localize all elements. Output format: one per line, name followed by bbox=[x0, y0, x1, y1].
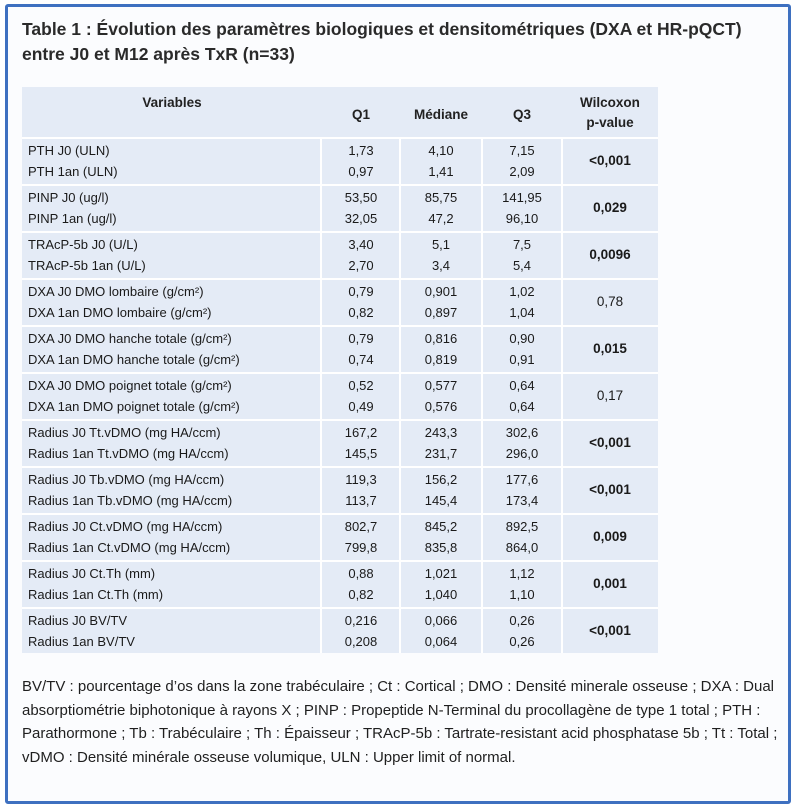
q3-cell: 1,12 bbox=[509, 566, 535, 581]
variable-cell: Radius J0 Tt.vDMO (mg HA/ccm) bbox=[28, 425, 221, 440]
q3-cell: 173,4 bbox=[505, 493, 539, 508]
q1-cell: 0,88 bbox=[348, 566, 374, 581]
q1-cell: 0,49 bbox=[348, 399, 374, 414]
q1-cell: 802,7 bbox=[344, 519, 378, 534]
variable-cell: PTH J0 (ULN) bbox=[28, 143, 110, 158]
pvalue-cell: <0,001 bbox=[589, 623, 631, 638]
column-divider bbox=[399, 137, 401, 653]
q1-cell: 167,2 bbox=[344, 425, 378, 440]
q1-cell: 53,50 bbox=[344, 190, 378, 205]
median-cell: 0,066 bbox=[424, 613, 458, 628]
variable-cell: PINP J0 (ug/l) bbox=[28, 190, 109, 205]
variable-cell: TRAcP-5b 1an (U/L) bbox=[28, 258, 146, 273]
variable-cell: DXA 1an DMO hanche totale (g/cm²) bbox=[28, 352, 240, 367]
q3-cell: 892,5 bbox=[505, 519, 539, 534]
variable-cell: DXA J0 DMO hanche totale (g/cm²) bbox=[28, 331, 232, 346]
median-cell: 156,2 bbox=[424, 472, 458, 487]
q3-cell: 0,91 bbox=[509, 352, 535, 367]
median-cell: 0,577 bbox=[424, 378, 458, 393]
table-header bbox=[22, 87, 658, 137]
variable-cell: DXA J0 DMO lombaire (g/cm²) bbox=[28, 284, 204, 299]
q1-cell: 119,3 bbox=[345, 472, 377, 487]
median-cell: 1,021 bbox=[424, 566, 458, 581]
pvalue-cell: 0,0096 bbox=[589, 247, 631, 262]
q1-cell: 32,05 bbox=[344, 211, 378, 226]
column-divider bbox=[561, 137, 563, 653]
q1-cell: 0,97 bbox=[348, 164, 374, 179]
header-pvalue-line2: p-value bbox=[586, 115, 634, 130]
median-cell: 1,040 bbox=[424, 587, 458, 602]
median-cell: 0,064 bbox=[424, 634, 458, 649]
q3-cell: 864,0 bbox=[505, 540, 539, 555]
q1-cell: 0,52 bbox=[348, 378, 374, 393]
pvalue-cell: <0,001 bbox=[589, 435, 631, 450]
median-cell: 5,1 bbox=[431, 237, 451, 252]
pvalue-cell: 0,78 bbox=[596, 294, 624, 309]
pvalue-cell: <0,001 bbox=[589, 153, 631, 168]
header-median: Médiane bbox=[413, 107, 468, 122]
q1-cell: 0,82 bbox=[348, 587, 374, 602]
header-pvalue-line1: Wilcoxon bbox=[580, 95, 640, 110]
q3-cell: 141,95 bbox=[502, 190, 542, 205]
q3-cell: 1,04 bbox=[509, 305, 535, 320]
q1-cell: 113,7 bbox=[345, 493, 377, 508]
q1-cell: 0,82 bbox=[348, 305, 374, 320]
q3-cell: 302,6 bbox=[505, 425, 539, 440]
pvalue-cell: 0,029 bbox=[593, 200, 627, 215]
q3-cell: 7,15 bbox=[509, 143, 535, 158]
variable-cell: PTH 1an (ULN) bbox=[28, 164, 118, 179]
median-cell: 0,901 bbox=[424, 284, 458, 299]
q3-cell: 96,10 bbox=[505, 211, 539, 226]
q3-cell: 1,02 bbox=[509, 284, 535, 299]
q1-cell: 0,208 bbox=[344, 634, 378, 649]
median-cell: 0,816 bbox=[424, 331, 458, 346]
q3-cell: 0,90 bbox=[509, 331, 535, 346]
data-table bbox=[22, 87, 658, 653]
column-divider bbox=[481, 137, 483, 653]
median-cell: 231,7 bbox=[424, 446, 458, 461]
variable-cell: Radius J0 Ct.Th (mm) bbox=[28, 566, 156, 581]
median-cell: 0,576 bbox=[424, 399, 458, 414]
q3-cell: 177,6 bbox=[505, 472, 539, 487]
pvalue-cell: <0,001 bbox=[589, 482, 631, 497]
median-cell: 4,10 bbox=[428, 143, 454, 158]
q3-cell: 2,09 bbox=[509, 164, 535, 179]
q3-cell: 1,10 bbox=[509, 587, 535, 602]
q3-cell: 7,5 bbox=[512, 237, 532, 252]
median-cell: 835,8 bbox=[424, 540, 458, 555]
median-cell: 145,4 bbox=[424, 493, 458, 508]
header-variables: Variables bbox=[142, 95, 202, 110]
median-cell: 845,2 bbox=[424, 519, 458, 534]
pvalue-cell: 0,015 bbox=[593, 341, 627, 356]
variable-cell: DXA J0 DMO poignet totale (g/cm²) bbox=[28, 378, 232, 393]
variable-cell: Radius 1an Ct.Th (mm) bbox=[28, 587, 164, 602]
q1-cell: 0,216 bbox=[344, 613, 378, 628]
footnote: BV/TV : pourcentage d’os dans la zone trabéculaire ; Ct : Cortical ; DMO : Densité minerale osseuse ; DXA : Dual absorptiométrie biphotonique à rayons X ; PINP : Propeptide N-Terminal du procollagène de type 1 total ; PTH : Parathormone ; Tb : Trabéculaire ; Th : Épaisseur ; TRAcP-5b : Tartrate-resistant acid phosphatase 5b ; Tt : Total ; vDMO : Densité minérale osseuse volumique, ULN : Upper limit of normal. bbox=[22, 678, 778, 766]
q1-cell: 0,79 bbox=[348, 331, 374, 346]
q1-cell: 799,8 bbox=[344, 540, 378, 555]
variable-cell: Radius J0 Tb.vDMO (mg HA/ccm) bbox=[28, 472, 225, 487]
median-cell: 243,3 bbox=[424, 425, 458, 440]
q3-cell: 0,26 bbox=[509, 634, 535, 649]
median-cell: 47,2 bbox=[428, 211, 454, 226]
variable-cell: DXA 1an DMO poignet totale (g/cm²) bbox=[28, 399, 240, 414]
variable-cell: Radius J0 Ct.vDMO (mg HA/ccm) bbox=[28, 519, 223, 534]
column-divider bbox=[320, 137, 322, 653]
q3-cell: 296,0 bbox=[505, 446, 539, 461]
table-frame bbox=[5, 4, 791, 804]
q1-cell: 145,5 bbox=[344, 446, 378, 461]
q1-cell: 3,40 bbox=[348, 237, 374, 252]
q1-cell: 1,73 bbox=[348, 143, 374, 158]
q3-cell: 5,4 bbox=[512, 258, 532, 273]
variable-cell: Radius 1an Ct.vDMO (mg HA/ccm) bbox=[28, 540, 231, 555]
q1-cell: 0,79 bbox=[348, 284, 374, 299]
pvalue-cell: 0,009 bbox=[593, 529, 627, 544]
variable-cell: Radius 1an Tb.vDMO (mg HA/ccm) bbox=[28, 493, 233, 508]
pvalue-cell: 0,17 bbox=[596, 388, 624, 403]
table-title: Table 1 : Évolution des paramètres biologiques et densitométriques (DXA et HR-pQCT) entre J0 et M12 après TxR (n=33) bbox=[22, 19, 742, 64]
median-cell: 0,819 bbox=[424, 352, 458, 367]
header-q3: Q3 bbox=[512, 107, 531, 122]
header-q1: Q1 bbox=[351, 107, 370, 122]
q1-cell: 0,74 bbox=[348, 352, 374, 367]
median-cell: 85,75 bbox=[424, 190, 458, 205]
median-cell: 1,41 bbox=[428, 164, 454, 179]
variable-cell: Radius J0 BV/TV bbox=[28, 613, 127, 628]
variable-cell: Radius 1an BV/TV bbox=[28, 634, 135, 649]
variable-cell: TRAcP-5b J0 (U/L) bbox=[28, 237, 138, 252]
variable-cell: Radius 1an Tt.vDMO (mg HA/ccm) bbox=[28, 446, 229, 461]
pvalue-cell: 0,001 bbox=[593, 576, 627, 591]
median-cell: 0,897 bbox=[424, 305, 458, 320]
header-pvalue bbox=[562, 93, 658, 133]
q3-cell: 0,64 bbox=[509, 399, 535, 414]
variable-cell: DXA 1an DMO lombaire (g/cm²) bbox=[28, 305, 212, 320]
variable-cell: PINP 1an (ug/l) bbox=[28, 211, 117, 226]
median-cell: 3,4 bbox=[431, 258, 451, 273]
q3-cell: 0,26 bbox=[509, 613, 535, 628]
q3-cell: 0,64 bbox=[509, 378, 535, 393]
q1-cell: 2,70 bbox=[348, 258, 374, 273]
